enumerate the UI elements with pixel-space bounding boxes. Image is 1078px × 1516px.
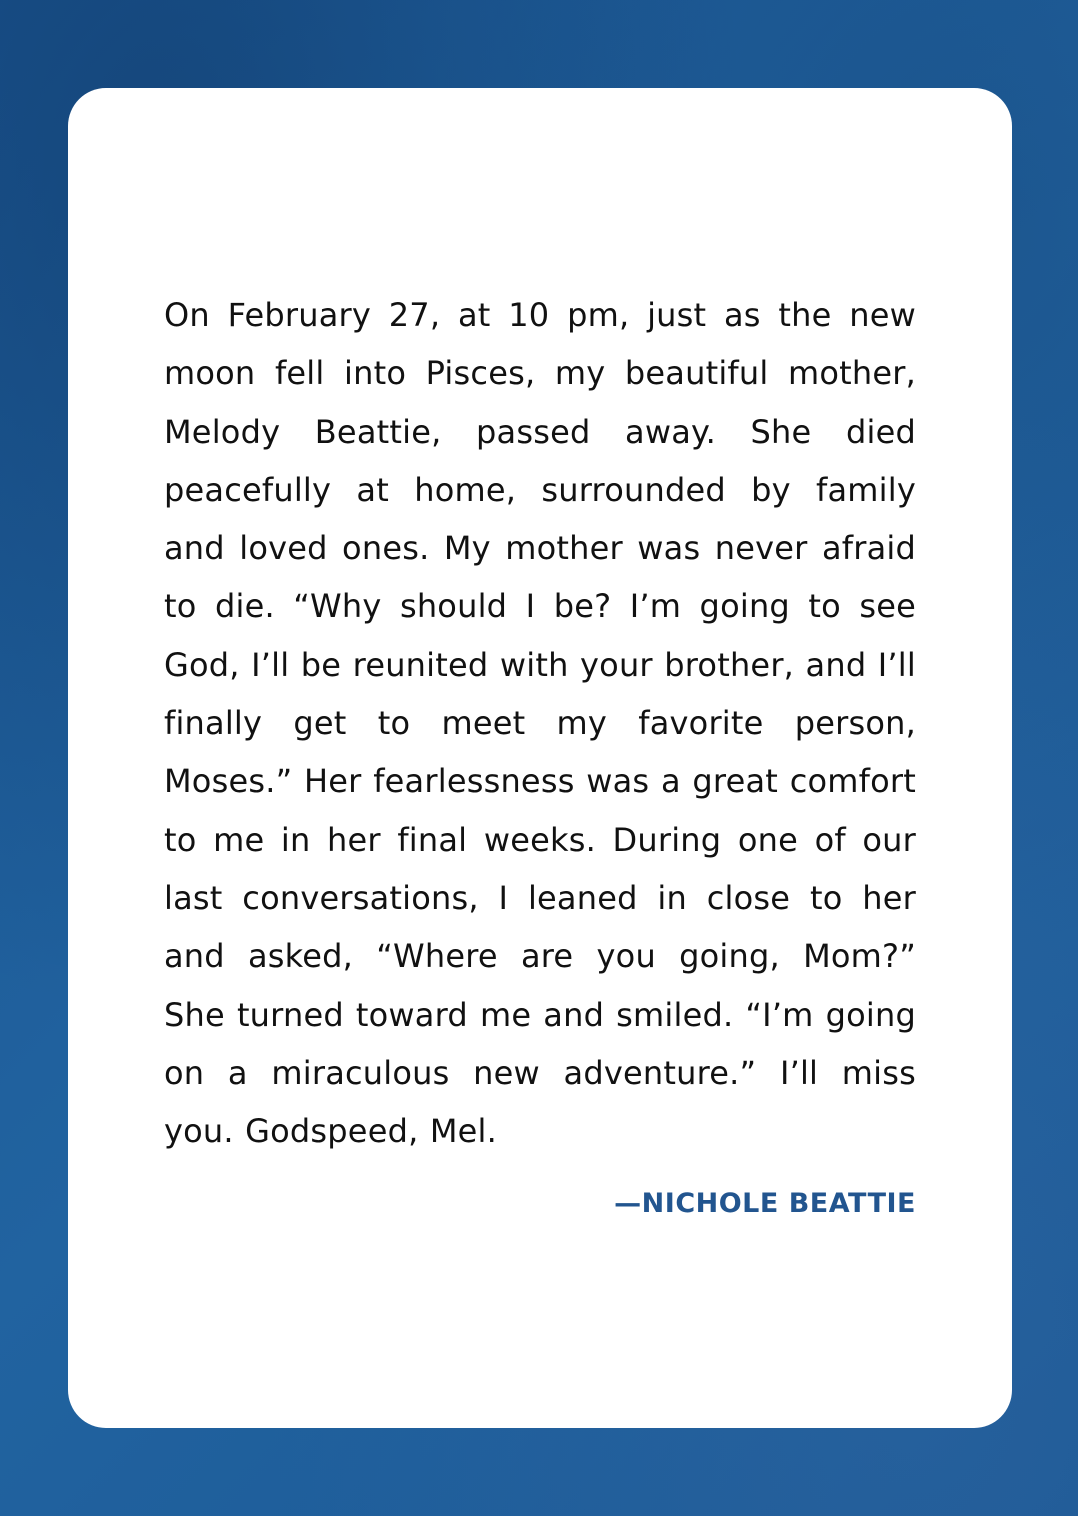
tribute-text: On February 27, at 10 pm, just as the new moon fell into Pisces, my beautiful mother, Melody Beattie, passed away. She died peacefully at home, surrounded by family and loved ones. My mother was never afraid to die. “Why should I be? I’m going to see God, I’ll be reunited with your brother, and I’ll finally get to meet my favorite person, Moses.” Her fearlessness was a great comfort to me in her final weeks. During one of our last conversations, I leaned in close to her and asked, “Where are you going, Mom?” She turned toward me and smiled. “I’m going on a miraculous new adventure.” I’ll miss you. Godspeed, Mel. [164,296,916,1151]
tribute-card [68,88,1012,1428]
tribute-signature: —NICHOLE BEATTIE [614,1188,916,1219]
